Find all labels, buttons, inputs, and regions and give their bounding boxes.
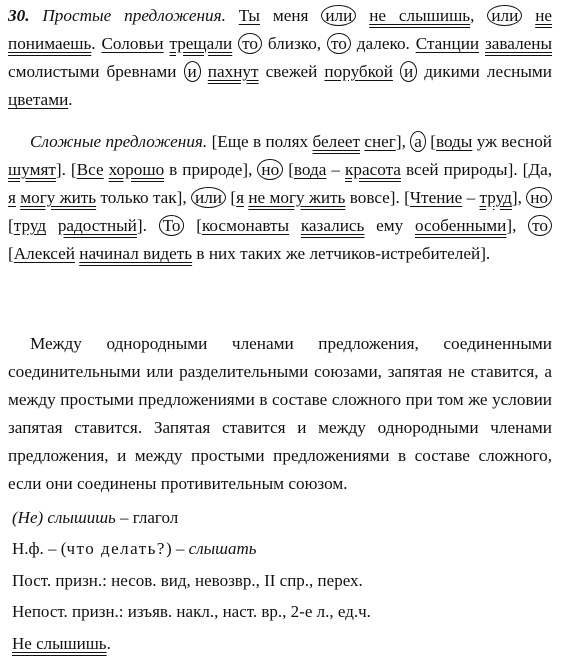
text-run: дикими лесными xyxy=(417,62,552,81)
circled-conjunction: или xyxy=(191,187,226,208)
predicate-underlined: белеет xyxy=(312,132,360,151)
simple-sentences-paragraph xyxy=(8,2,552,114)
text-run: ]. [ xyxy=(55,160,77,179)
italic-text: (Не) слышишь xyxy=(12,508,116,527)
predicate-underlined: шумят xyxy=(8,160,56,179)
text-run: Пост. призн.: несов. вид, невозвр., II спр., перех. xyxy=(12,571,363,590)
simple-sentences-text xyxy=(8,5,552,109)
text-run: . xyxy=(91,34,102,53)
circled-conjunction: но xyxy=(526,187,552,208)
text-run xyxy=(201,62,208,81)
subject-underlined: воды xyxy=(435,132,473,151)
circled-conjunction: а xyxy=(410,131,426,152)
text-run xyxy=(226,6,239,25)
circled-conjunction: то xyxy=(528,215,552,236)
parsing-variable-features-line xyxy=(12,601,371,623)
text-run: [ xyxy=(425,132,436,151)
rule-paragraph: Между однородными членами предложения, соединенными соединительными или разделительными союзами, запятая не ставится, а между простыми предложениями в составе сложного при том же условии запятая ставится. Запятая ставится и между однородными членами предложения, и между простыми предложениями в составе сложного, если они соединены противительным союзом. xyxy=(8,334,552,493)
text-run xyxy=(393,62,400,81)
exercise-number: 30. xyxy=(8,6,30,25)
predicate-underlined: радостный xyxy=(57,216,137,235)
subject-underlined: я xyxy=(236,188,244,207)
text-run: всей природы]. [Да, xyxy=(400,160,552,179)
text-run: , xyxy=(470,6,488,25)
italic-text: Сложные предложения. xyxy=(30,132,208,151)
text-run: в природе], xyxy=(164,160,258,179)
subject-underlined: вода xyxy=(293,160,327,179)
text-run: ], xyxy=(511,188,527,207)
predicate-underlined: трещали xyxy=(169,34,233,53)
predicate-underlined: Не слышишь xyxy=(12,634,107,653)
text-run xyxy=(356,6,369,25)
circled-conjunction: то xyxy=(238,33,262,54)
circled-conjunction: но xyxy=(257,159,283,180)
complex-sentences-paragraph xyxy=(8,128,552,268)
predicate-underlined: могу жить xyxy=(20,188,97,207)
circled-conjunction: и xyxy=(400,61,417,82)
predicate-underlined: завалены xyxy=(484,34,553,53)
subject-underlined: Чтение xyxy=(409,188,463,207)
text-run: далеко. xyxy=(350,34,416,53)
subject-underlined: цветами xyxy=(8,90,69,109)
italic-text: слышать xyxy=(188,539,257,558)
text-run: – xyxy=(326,160,346,179)
subject-underlined: Соловьи xyxy=(101,34,164,53)
subject-underlined: Ты xyxy=(238,6,260,25)
text-run: вовсе]. [ xyxy=(345,188,410,207)
text-run xyxy=(289,216,301,235)
text-run: [ xyxy=(8,244,14,263)
predicate-underlined: начинал видеть xyxy=(79,244,193,263)
text-run: ) – xyxy=(165,539,189,558)
circled-conjunction: то xyxy=(327,33,351,54)
predicate-underlined: особенными xyxy=(414,216,507,235)
subject-underlined: труд xyxy=(13,216,47,235)
text-run: [ xyxy=(226,188,237,207)
text-run: [ xyxy=(8,216,14,235)
text-run: уж весной xyxy=(472,132,552,151)
text-run: ], xyxy=(506,216,529,235)
text-run: Непост. призн.: изъяв. накл., наст. вр., 2-е л., ед.ч. xyxy=(12,602,371,621)
circled-conjunction: То xyxy=(159,215,185,236)
text-run: . xyxy=(68,90,73,109)
italic-text: Простые предложения. xyxy=(42,6,226,25)
predicate-underlined: казались xyxy=(300,216,365,235)
parsing-syntax-role-line xyxy=(12,633,111,655)
text-run xyxy=(46,216,58,235)
text-run: [ xyxy=(184,216,202,235)
subject-underlined: космонавты xyxy=(201,216,290,235)
text-run: ], xyxy=(395,132,411,151)
text-run: ему xyxy=(364,216,415,235)
subject-underlined: порубкой xyxy=(324,62,393,81)
text-run: [Еще в полях xyxy=(207,132,313,151)
text-run: только так], xyxy=(96,188,192,207)
predicate-underlined: не могу жить xyxy=(248,188,346,207)
text-run: ]. xyxy=(136,216,159,235)
predicate-underlined: красота xyxy=(345,160,401,179)
text-run: близко, xyxy=(261,34,327,53)
parsing-initial-form-line xyxy=(12,538,256,560)
predicate-underlined: не слышишь xyxy=(369,6,471,25)
subject-underlined: Станции xyxy=(415,34,480,53)
text-run: свежей xyxy=(258,62,325,81)
subject-underlined: Все xyxy=(76,160,104,179)
subject-underlined: Алексей xyxy=(13,244,75,263)
text-run: [ xyxy=(283,160,294,179)
circled-conjunction: или xyxy=(321,5,356,26)
predicate-underlined: не понимаешь xyxy=(8,6,553,53)
predicate-underlined: пахнут xyxy=(207,62,259,81)
predicate-underlined: хорошо xyxy=(108,160,165,179)
circled-conjunction: или xyxy=(487,5,522,26)
text-run: – глагол xyxy=(115,508,179,527)
text-run: – xyxy=(462,188,480,207)
text-run: меня xyxy=(259,6,322,25)
text-run: смолистыми бревнами xyxy=(8,62,184,81)
text-run xyxy=(522,6,535,25)
subject-underlined: я xyxy=(8,188,16,207)
text-run: . xyxy=(106,634,111,653)
circled-conjunction: и xyxy=(184,61,201,82)
subject-underlined: снег xyxy=(364,132,396,151)
predicate-underlined: труд xyxy=(479,188,512,207)
text-run: в них таких же летчиков-истребителей]. xyxy=(192,244,491,263)
text-run: Н.ф. – ( xyxy=(12,539,67,558)
parsing-word-line xyxy=(12,507,178,529)
parsing-constant-features-line xyxy=(12,570,363,592)
spaced-text: что делать? xyxy=(66,539,166,558)
